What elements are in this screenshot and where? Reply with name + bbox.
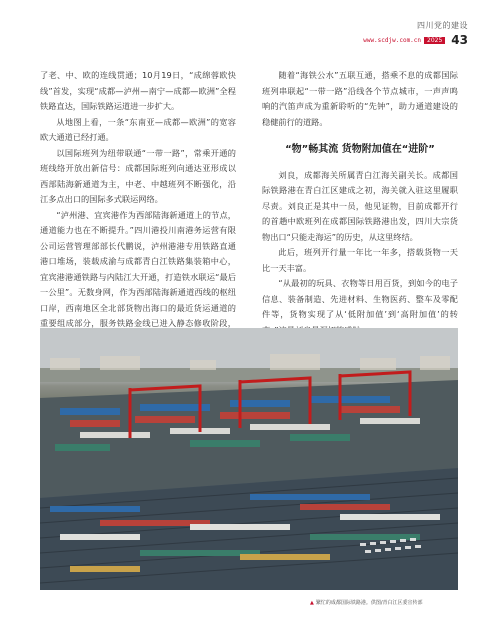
website-url[interactable]: www.scdjw.com.cn: [363, 36, 422, 44]
magazine-title: 四川党的建设: [417, 21, 468, 30]
section-heading: “物”畅其流 货物附加值在“进阶”: [285, 144, 435, 155]
paragraph: “从最初的玩具、衣物等日用百货，到如今的电子信息、装备制造、先进材料、生物医药、整车及零配件等，货物实现了从‘低附加值’到‘高附加值’的转: [262, 278, 458, 319]
paragraph: 以国际班列为纽带联通“一带一路”，常乘开通的班线络开放出新信号：成都国际班列向通达亚形成以西部陆海新通道为主，中老、中越班列不断强化，沿江多点出口的国际多式联运网络。: [40, 147, 236, 204]
paragraph: 此后，班列开行量一年比一年多，搭载货物一天比一天丰富。: [262, 247, 458, 273]
photo-caption: [310, 599, 496, 606]
paragraph: 刘良，成都海关所属青白江海关副关长。成都国际铁路港在青白江区建成之初，海关就入驻这里履职尽责。刘良正是其中一员，他见证物，目前成都开行的首趟中欧班列在成都国际铁路港出发，四川大宗货物出口“只能走海运”的历史，从这里终结。: [262, 169, 458, 242]
caption-text: 繁忙的成都国际铁路港。供图/青白江区委宣传部: [315, 600, 423, 606]
paragraph: 随着“海铁公水”五联互通，搭乘不息的成都国际班列串联起“一带一路”沿线各个节点城市，一声声鸣响的汽笛声成为重新聆听的“先钟”，助力通道建设的稳健前行的道路。: [262, 70, 458, 127]
year-badge: 2025: [424, 37, 445, 44]
paragraph: 从地图上看，一条“东南亚—成都—欧洲”的宽容欧大通道已经打通。: [40, 116, 236, 142]
page-header: [363, 20, 468, 47]
paragraph: “泸州港、宜宾港作为西部陆海新通道上的节点，通道能力也在不断提升。”四川港投川南港务运营有限公司运营管理部部长代鹏说，泸州港港专用铁路直通港口堆场，装载成渝与成都青白江铁路集装箱中心，宜宾港港通铁路与内陆江大开通，打造铁水联运“最后一公里”。无数身网，作为西部陆海新通道西线的枢纽口岸，西南地区全北部货物出海口的最近货运通道的重要组成部分，服务铁路金线已进入静态修收阶段，: [40, 209, 236, 328]
caption-triangle-icon: ▲: [310, 600, 314, 606]
left-column: [40, 68, 236, 347]
railway-port-photo: [40, 328, 458, 590]
header-row: [363, 33, 468, 47]
paragraph: 了老、中、欧的连线贯通；10月19日，“成绵蓉欧快线”首发，实现“成都—泸州—南宁—成都—欧洲”全程铁路直达，国际铁路运道进一步扩大。: [40, 70, 236, 111]
photo-illustration: [40, 328, 458, 590]
page-number: 43: [451, 33, 468, 47]
right-column: [262, 68, 458, 354]
